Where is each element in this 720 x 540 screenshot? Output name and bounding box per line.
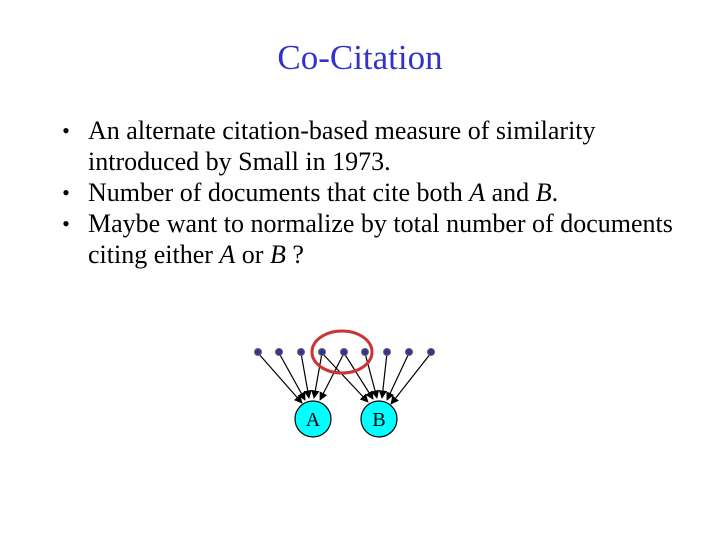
target-label-a: A [305, 409, 321, 431]
bullet-text-italic-b: B [269, 240, 286, 269]
citation-arrow [320, 353, 344, 400]
citation-arrow [382, 353, 387, 398]
bullet-marker: • [62, 180, 70, 205]
target-label-b: B [372, 409, 386, 431]
citation-arrow [258, 353, 302, 403]
citation-arrow [301, 353, 309, 398]
bullet-marker: • [62, 118, 70, 143]
citation-arrow [322, 353, 368, 402]
citing-document-node [428, 349, 435, 356]
target-document-b [361, 401, 397, 437]
citing-document-node [341, 349, 348, 356]
citation-arrow [279, 353, 305, 400]
bullet-text-run: . [551, 178, 559, 207]
citing-document-node [384, 349, 391, 356]
citing-document-node [276, 349, 283, 356]
bullet-text-run: or [235, 240, 270, 269]
citation-edges [258, 353, 431, 404]
citation-arrow [387, 353, 409, 400]
citing-document-node [362, 349, 369, 356]
bullet-marker: • [62, 211, 70, 236]
bullet-text-italic-a: A [219, 240, 236, 269]
bullet-text-run: ? [285, 240, 304, 269]
citing-document-node [255, 349, 262, 356]
citing-document-node [298, 349, 305, 356]
slide-title: Co-Citation [277, 38, 443, 77]
target-document-a [295, 401, 331, 437]
bullet-text-italic-b: B [535, 178, 552, 207]
bullet-text-run: and [485, 178, 536, 207]
citing-documents [255, 349, 435, 356]
bullet-text-run: Number of documents that cite both [88, 178, 470, 207]
bullet-text-run: An alternate citation-based measure of similarity introduced by Small in 1973. [88, 116, 596, 176]
bullet-text-run: Maybe want to normalize by total number of documents citing either [88, 209, 673, 269]
citing-document-node [319, 349, 326, 356]
bullet-text-italic-a: A [469, 178, 486, 207]
citing-document-node [406, 349, 413, 356]
